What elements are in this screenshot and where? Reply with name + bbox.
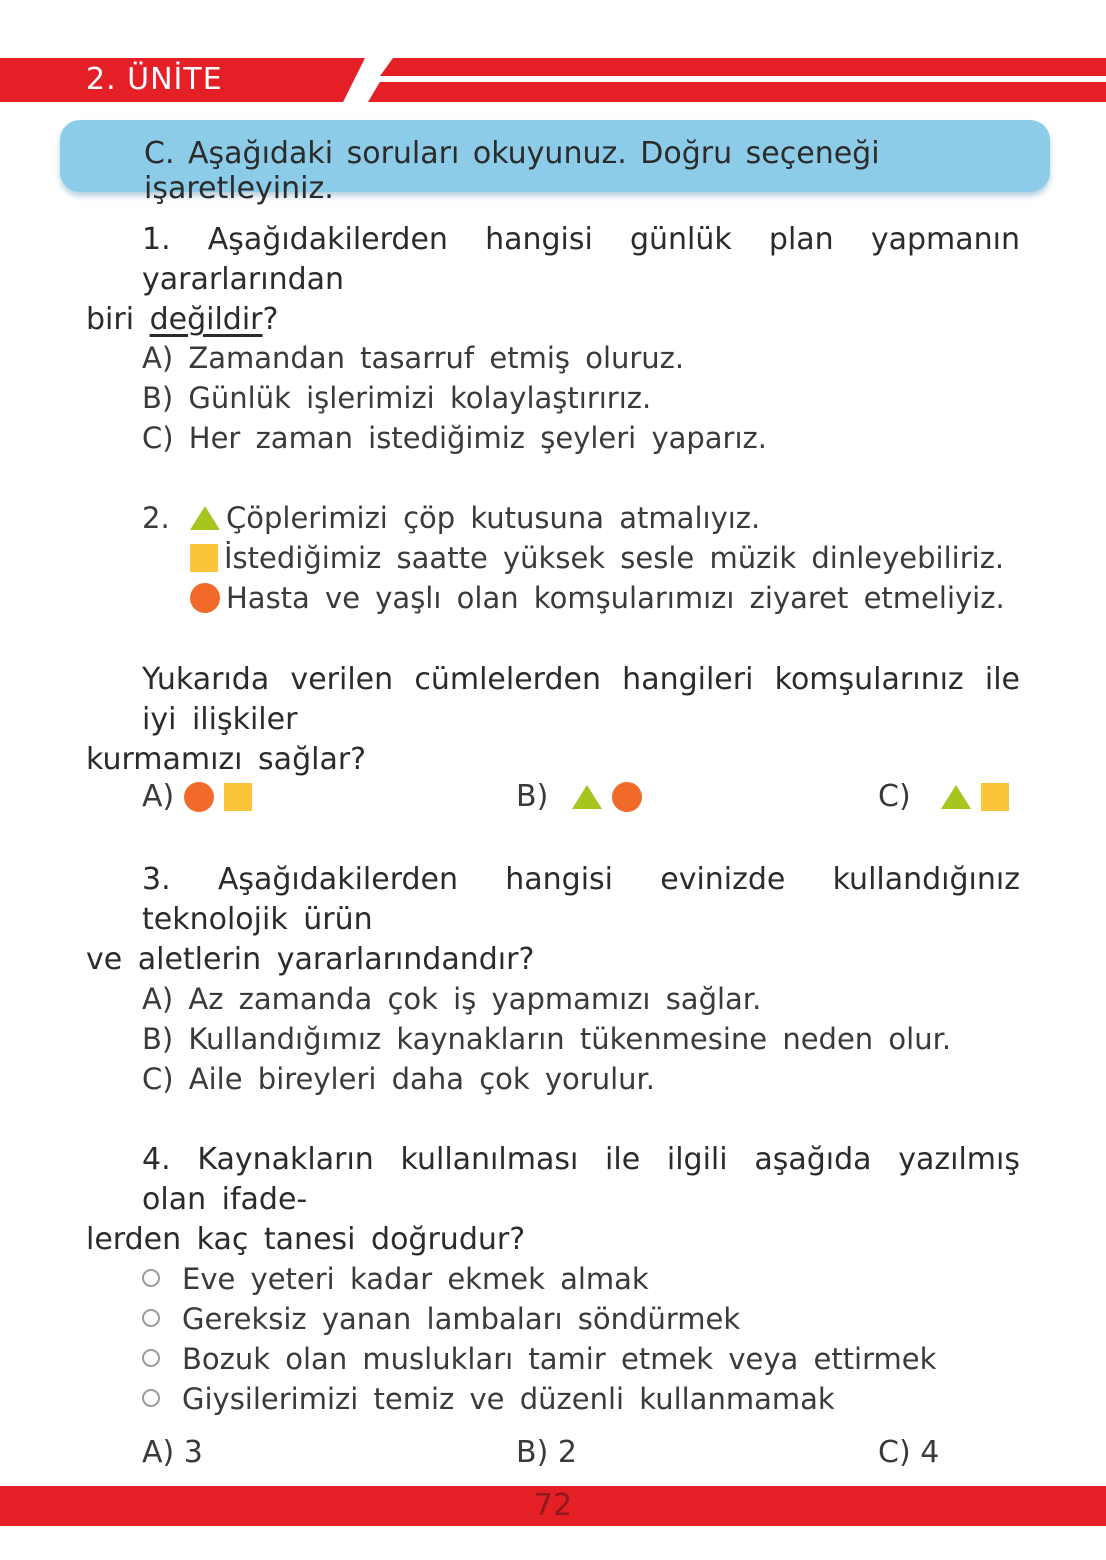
square-icon bbox=[190, 544, 218, 572]
question-2-number: 2. bbox=[142, 501, 170, 535]
instruction-text: C. Aşağıdaki soruları okuyunuz. Doğru seçeneği işaretleyiniz. bbox=[144, 136, 880, 206]
q4-statement-2 bbox=[142, 1299, 740, 1339]
question-2-prompt-line-2: kurmamızı sağlar? bbox=[86, 742, 367, 777]
q4-statement-1 bbox=[142, 1259, 649, 1299]
q3-option-b[interactable]: B) Kullandığımız kaynakların tükenmesine neden olur. bbox=[142, 1022, 952, 1056]
unit-title: 2. ÜNİTE bbox=[86, 62, 223, 97]
circle-bullet-icon bbox=[142, 1389, 160, 1407]
question-1-underlined-word: değildir bbox=[149, 302, 263, 337]
question-3-line-2: ve aletlerin yararlarındandır? bbox=[86, 942, 535, 977]
q4-statement-1-text: Eve yeteri kadar ekmek almak bbox=[182, 1262, 649, 1296]
question-1-line-2 bbox=[86, 300, 1020, 340]
question-4-line-2: lerden kaç tanesi doğrudur? bbox=[86, 1222, 526, 1257]
q2-answer-a-label: A) bbox=[142, 779, 175, 814]
question-4 bbox=[86, 1140, 1020, 1260]
question-3 bbox=[86, 860, 1020, 980]
triangle-icon bbox=[572, 785, 602, 809]
q4-statement-2-text: Gereksiz yanan lambaları söndürmek bbox=[182, 1302, 741, 1336]
q2-answer-b[interactable] bbox=[516, 777, 642, 817]
q2-statement-1 bbox=[190, 498, 760, 538]
question-3-line-1: 3. Aşağıdakilerden hangisi evinizde kullandığınız teknolojik ürün bbox=[142, 862, 1020, 937]
question-2-prompt bbox=[86, 660, 1020, 780]
q4-answer-c[interactable]: C) 4 bbox=[878, 1435, 940, 1470]
square-icon bbox=[981, 783, 1009, 811]
q4-statement-3-text: Bozuk olan muslukları tamir etmek veya ettirmek bbox=[182, 1342, 937, 1376]
page-number: 72 bbox=[533, 1488, 573, 1523]
header-stripe-top bbox=[380, 58, 1106, 76]
q1-option-b[interactable]: B) Günlük işlerimizi kolaylaştırırız. bbox=[142, 381, 652, 415]
q2-statement-2 bbox=[190, 538, 1004, 578]
question-1-suffix: ? bbox=[262, 302, 279, 337]
q2-answer-c-label: C) bbox=[878, 779, 911, 814]
q4-answer-a[interactable]: A) 3 bbox=[142, 1435, 203, 1470]
question-1 bbox=[86, 220, 1020, 340]
instruction-box bbox=[60, 120, 1050, 206]
triangle-icon bbox=[941, 785, 971, 809]
question-2-prompt-line-1: Yukarıda verilen cümlelerden hangileri komşularınız ile iyi ilişkiler bbox=[142, 662, 1020, 737]
q2-answer-b-label: B) bbox=[516, 779, 549, 814]
q2-statement-3 bbox=[190, 578, 1005, 618]
header-stripe-bottom bbox=[368, 82, 1106, 102]
question-4-line-1: 4. Kaynakların kullanılması ile ilgili aşağıda yazılmış olan ifade- bbox=[142, 1142, 1020, 1217]
q4-statement-4 bbox=[142, 1379, 835, 1419]
circle-bullet-icon bbox=[142, 1349, 160, 1367]
q2-answer-c[interactable] bbox=[878, 777, 1009, 817]
q4-statement-3 bbox=[142, 1339, 936, 1379]
circle-icon bbox=[184, 782, 214, 812]
q1-option-c[interactable]: C) Her zaman istediğimiz şeyleri yaparız. bbox=[142, 421, 767, 455]
q3-option-a[interactable]: A) Az zamanda çok iş yapmamızı sağlar. bbox=[142, 982, 762, 1016]
q1-option-a[interactable]: A) Zamandan tasarruf etmiş oluruz. bbox=[142, 341, 685, 375]
q4-statement-4-text: Giysilerimizi temiz ve düzenli kullanmamak bbox=[182, 1382, 835, 1416]
triangle-icon bbox=[190, 506, 220, 530]
question-1-line-1: 1. Aşağıdakilerden hangisi günlük plan yapmanın yararlarından bbox=[142, 222, 1020, 297]
circle-bullet-icon bbox=[142, 1309, 160, 1327]
q2-statement-3-text: Hasta ve yaşlı olan komşularımızı ziyaret etmeliyiz. bbox=[226, 581, 1005, 615]
q3-option-c[interactable]: C) Aile bireyleri daha çok yorulur. bbox=[142, 1062, 656, 1096]
question-1-prefix: biri bbox=[86, 302, 150, 337]
circle-bullet-icon bbox=[142, 1269, 160, 1287]
q2-statement-1-text: Çöplerimizi çöp kutusuna atmalıyız. bbox=[226, 501, 761, 535]
circle-icon bbox=[190, 583, 220, 613]
square-icon bbox=[224, 783, 252, 811]
q2-answer-a[interactable] bbox=[142, 777, 252, 817]
q4-answer-b[interactable]: B) 2 bbox=[516, 1435, 577, 1470]
circle-icon bbox=[612, 782, 642, 812]
q2-statement-2-text: İstediğimiz saatte yüksek sesle müzik dinleyebiliriz. bbox=[224, 541, 1005, 575]
